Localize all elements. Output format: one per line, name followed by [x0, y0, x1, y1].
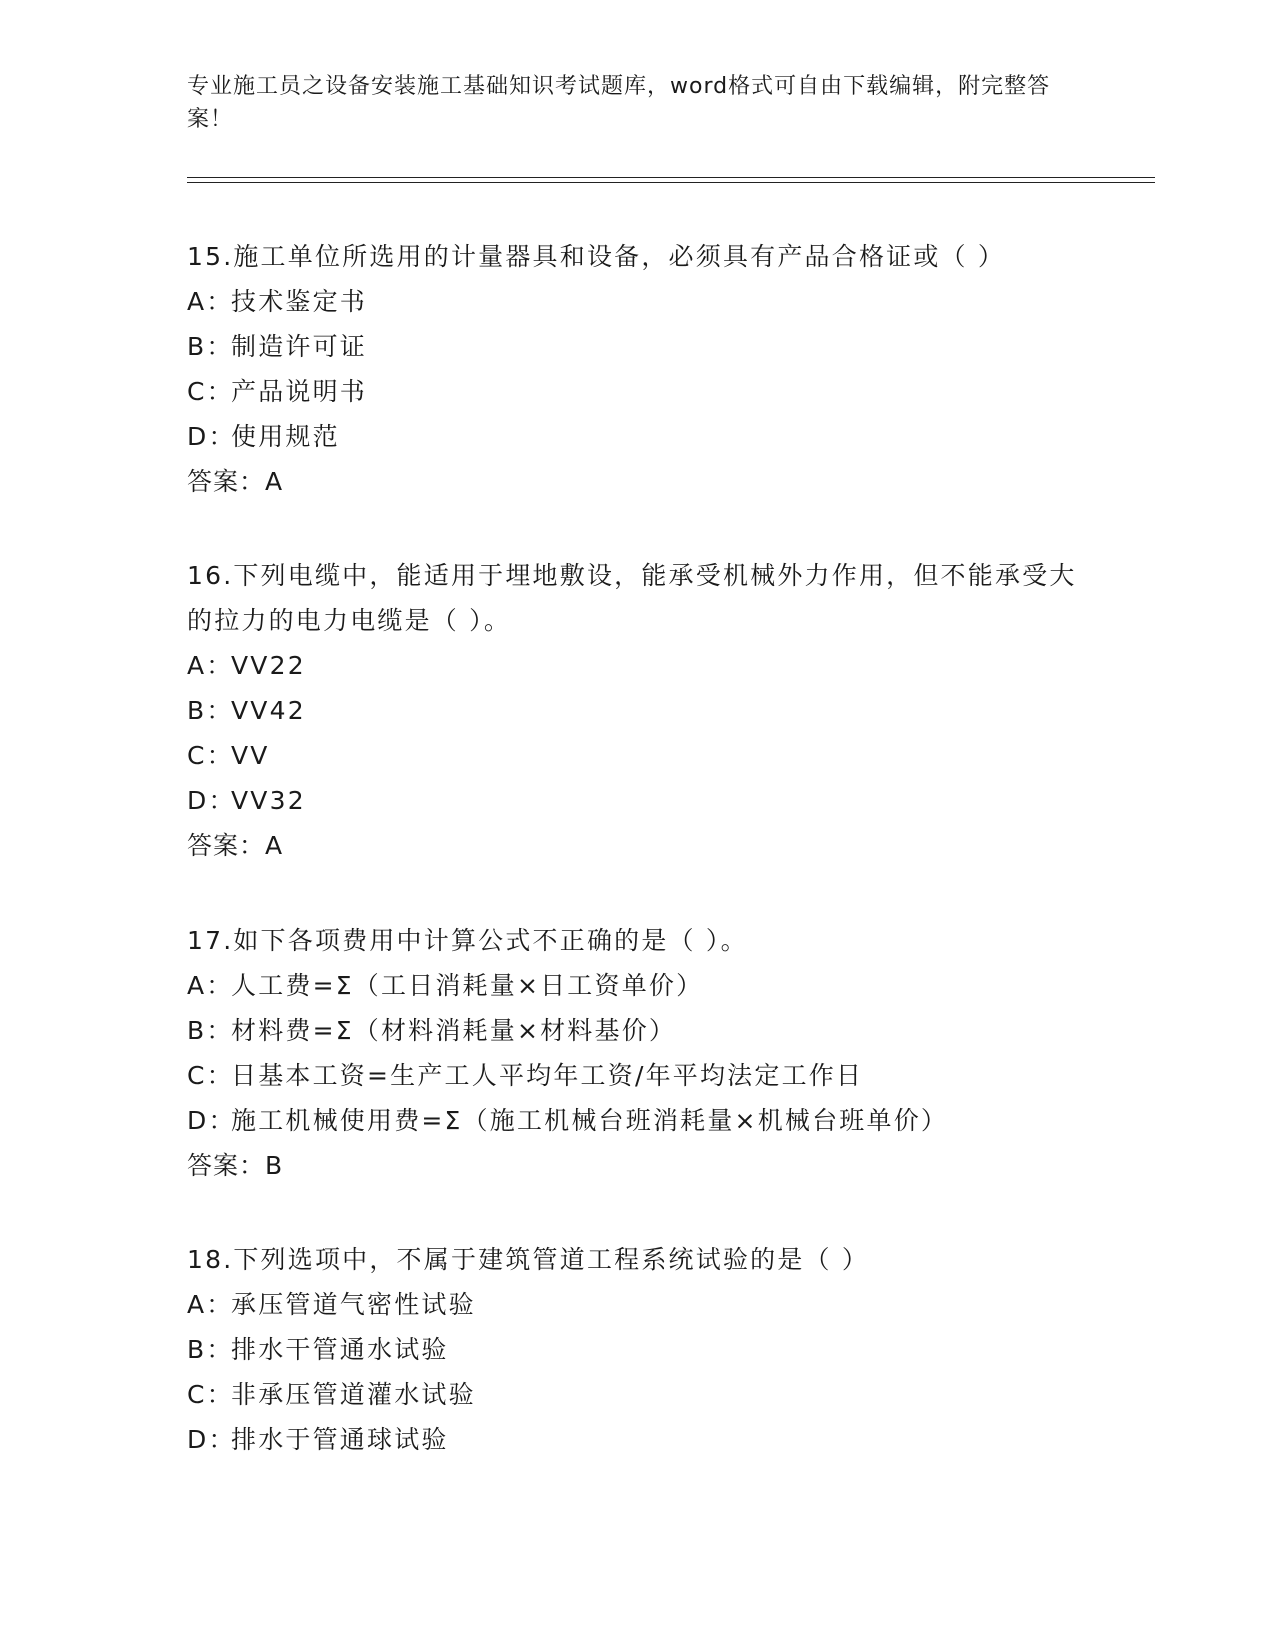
question-16 — [187, 553, 1087, 868]
option-letter: D： — [187, 786, 236, 815]
question-stem: 18.下列选项中，不属于建筑管道工程系统试验的是（ ） — [187, 1245, 870, 1274]
option-c — [187, 369, 1087, 414]
option-letter: D： — [187, 1106, 236, 1135]
answer-line: 答案：B — [187, 1151, 284, 1180]
option-c — [187, 733, 1087, 778]
option-letter: C： — [187, 1061, 234, 1090]
option-a — [187, 963, 1087, 1008]
option-letter: C： — [187, 1380, 234, 1409]
option-d — [187, 1098, 1087, 1143]
option-letter: D： — [187, 422, 236, 451]
option-letter: D： — [187, 1425, 236, 1454]
option-d — [187, 778, 1087, 823]
option-letter: B： — [187, 332, 234, 361]
option-text: 人工费=Σ（工日消耗量×日工资单价） — [231, 971, 704, 1000]
option-text: 日基本工资=生产工人平均年工资/年平均法定工作日 — [231, 1061, 864, 1090]
option-letter: B： — [187, 1016, 234, 1045]
option-letter: C： — [187, 741, 234, 770]
option-text: 排水干管通水试验 — [231, 1335, 449, 1364]
option-text: VV22 — [231, 651, 306, 680]
option-text: VV42 — [231, 696, 306, 725]
option-text: 技术鉴定书 — [231, 287, 368, 316]
option-text: 承压管道气密性试验 — [231, 1290, 476, 1319]
option-letter: C： — [187, 377, 234, 406]
option-letter: B： — [187, 696, 234, 725]
header-divider-bottom — [187, 182, 1155, 183]
option-c — [187, 1372, 1087, 1417]
option-a — [187, 643, 1087, 688]
option-letter: B： — [187, 1335, 234, 1364]
option-a — [187, 279, 1087, 324]
option-letter: A： — [187, 651, 234, 680]
option-text: VV — [231, 741, 270, 770]
option-text: 施工机械使用费=Σ（施工机械台班消耗量×机械台班单价） — [231, 1106, 949, 1135]
question-stem: 15.施工单位所选用的计量器具和设备，必须具有产品合格证或（ ） — [187, 242, 1006, 271]
option-b — [187, 324, 1087, 369]
option-text: 排水于管通球试验 — [231, 1425, 449, 1454]
option-c — [187, 1053, 1087, 1098]
header-divider-top — [187, 177, 1155, 178]
option-text: 材料费=Σ（材料消耗量×材料基价） — [231, 1016, 677, 1045]
answer-line: 答案：A — [187, 467, 284, 496]
option-text: VV32 — [231, 786, 306, 815]
option-text: 产品说明书 — [231, 377, 368, 406]
document-header: 专业施工员之设备安装施工基础知识考试题库，word格式可自由下载编辑，附完整答案！ — [187, 74, 1051, 132]
option-letter: A： — [187, 971, 234, 1000]
answer-line: 答案：A — [187, 831, 284, 860]
option-d — [187, 414, 1087, 459]
question-stem: 17.如下各项费用中计算公式不正确的是（ ）。 — [187, 926, 748, 955]
option-text: 使用规范 — [231, 422, 340, 451]
option-b — [187, 1008, 1087, 1053]
option-letter: A： — [187, 287, 234, 316]
option-b — [187, 688, 1087, 733]
option-text: 非承压管道灌水试验 — [231, 1380, 476, 1409]
question-stem: 16.下列电缆中，能适用于埋地敷设，能承受机械外力作用，但不能承受大的拉力的电力电缆是（ ）。 — [187, 561, 1077, 635]
option-text: 制造许可证 — [231, 332, 368, 361]
question-17 — [187, 918, 1087, 1188]
question-15 — [187, 234, 1087, 504]
option-a — [187, 1282, 1087, 1327]
option-letter: A： — [187, 1290, 234, 1319]
option-b — [187, 1327, 1087, 1372]
question-18 — [187, 1237, 1087, 1462]
option-d — [187, 1417, 1087, 1462]
